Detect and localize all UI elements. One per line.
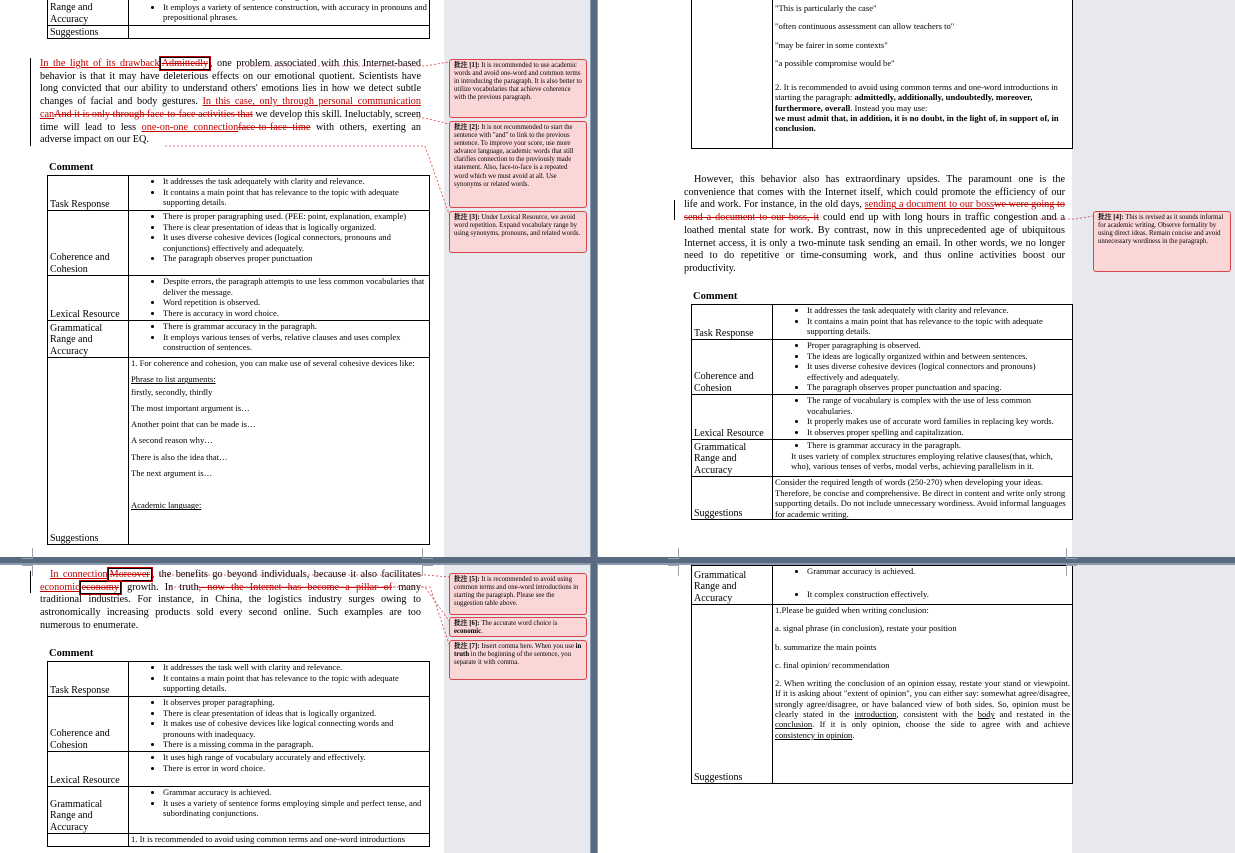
crop-mark (422, 565, 433, 576)
body-text: with others, exerting an adverse impact on our EQ. (40, 121, 421, 146)
rubric-label: Coherence and Cohesion (48, 211, 129, 276)
rubric-item: • It complex construction effectively. (807, 589, 1070, 600)
tip-bold: we must admit that, in addition, it is no doubt, in the light of, in support of, in conclusion. (775, 113, 1059, 134)
suggestion-line: b. summarize the main points (775, 641, 877, 652)
suggestion-underlined: introduction (854, 709, 897, 720)
comment-tag: 批注 [2]: (454, 124, 480, 131)
suggestion-underlined: body (977, 709, 995, 720)
deleted-text[interactable]: economy (81, 581, 119, 593)
comment-text: The accurate word choice is (481, 620, 558, 627)
rubric-label: Suggestions (692, 605, 773, 784)
suggestion-line: 1.Please be guided when writing conclusion: (775, 605, 929, 615)
rubric-item: • It uses diverse cohesive devices (logical connectors, pronouns and conjunctions) effectively and adequately. (163, 232, 427, 253)
comment-text: It is recommended to use academic words and avoid one-word and common terms in introducing the paragraph. It is also better to utilize vocabularies that achieve coherence with the previous paragraph. (454, 62, 582, 102)
comment-text: . (481, 628, 483, 636)
rubric-item: • It employs various tenses of verbs, relative clauses and uses complex construction of sentences. (163, 332, 427, 353)
rubric-label: Task Response (48, 662, 129, 697)
suggestion-line: 1. For coherence and cohesion, you can make use of several cohesive devices like: (131, 358, 415, 368)
deleted-text[interactable]: And it is only through face-to-face activities that (54, 108, 253, 120)
rubric-item: • Proper paragraphing is observed. (807, 340, 1070, 351)
comment-leader-lines (598, 0, 1235, 557)
rubric-label: Lexical Resource (48, 276, 129, 321)
deleted-text[interactable]: , now the Internet has become a pillar of (198, 581, 393, 593)
rubric-item: It uses variety of complex structures employing relative clauses(that, which, who), various tenses of verbs, modal verbs, achieving parallelism in it. (791, 450, 1053, 472)
rubric-item: • It makes use of cohesive devices like logical connecting words and pronouns with inadequacy. (163, 718, 427, 739)
body-text: growth. In truth (120, 581, 199, 593)
rubric-item: • It contains a main point that has relevance to the topic with adequate supporting details. (163, 187, 427, 208)
rubric-item: • It properly makes use of accurate word families in replacing key words. (807, 416, 1070, 427)
rubric-item: • There is grammar accuracy in the paragraph. (163, 321, 427, 332)
rubric-item: • Grammar accuracy is achieved. (163, 787, 427, 798)
rubric-label: Coherence and Cohesion (692, 340, 773, 395)
inserted-text[interactable]: In connection (50, 569, 108, 580)
rubric-item: • It observes proper paragraphing. (163, 697, 427, 708)
rubric-item: • It addresses the task well with clarity and relevance. (163, 662, 427, 673)
body-text: However, this behavior also has extraordinary upsides. The paramount one is the convenience that comes with the Internet itself, which could promote the efficiency of our life and work. For instance, in the old days, (684, 174, 1065, 211)
rubric-item: • It addresses the task adequately with clarity and relevance. (807, 305, 1070, 316)
page-1 (0, 0, 590, 557)
page-separator (0, 557, 1235, 563)
comment-text: Under Lexical Resource, we avoid word repetition. Expand vocabulary range by using synonyms, pronouns, and related words. (454, 214, 581, 238)
rubric-label: Suggestions (48, 26, 129, 39)
tip-text: 2. It is recommended to avoid using common terms and one-word introductions in starting the paragraph: (775, 82, 1058, 103)
deleted-text[interactable]: face-to-face time (238, 121, 311, 133)
suggestion-text: . (852, 729, 855, 740)
suggestion-text: . If it is only opinion, choose the side to agree with and achieve (812, 719, 1070, 730)
comment-leader-lines (0, 565, 590, 853)
rubric-item: • The ideas are logically organized within and between sentences. (807, 351, 1070, 362)
comment-tag: 批注 [7]: (454, 643, 480, 650)
tip-bold: admittedly, additionally, undoubtedly, moreover, furthermore, overall (775, 92, 1033, 113)
inserted-text[interactable]: economic (40, 581, 80, 593)
crop-mark (422, 548, 433, 559)
rubric-label: Grammatical Range and Accuracy (48, 321, 129, 358)
rubric-item: • Word repetition is observed. (163, 297, 427, 308)
rubric-item: • It contains a main point that has relevance to the topic with adequate supporting details. (807, 316, 1070, 337)
rubric-label: Grammatical Range and Accuracy (692, 440, 773, 477)
body-text: , the benefits go beyond individuals, because it also facilitates (151, 569, 421, 580)
rubric-label: Task Response (692, 305, 773, 340)
body-text: , one problem associated with this Internet-based behavior is that it may have deleterious effects on our emotional quotient. Scientists have long convicted that our ability to understand others' emotions lies in how we detect subtle changes of facial and body gestures. (40, 58, 421, 108)
suggestion-underlined: conclusion (775, 719, 813, 730)
crop-mark (22, 548, 33, 559)
comment-text: Insert comma here. When you use (481, 643, 576, 650)
page-2 (598, 0, 1235, 557)
suggestion-line: a. signal phrase (in conclusion), restate your position (775, 623, 957, 634)
suggestion-line: Phrase to list arguments: (131, 374, 216, 385)
rubric-item: • It uses a variety of sentence forms employing simple and perfect tense, and subordinating conjunctions. (163, 798, 427, 819)
inserted-text[interactable]: In this case, only through personal communication can (40, 96, 421, 120)
rubric-item: • It observes proper spelling and capitalization. (807, 427, 1070, 438)
page-separator (591, 0, 597, 853)
rubric-item: • There is a missing comma in the paragraph. (163, 739, 427, 750)
suggestion-text: and restated in the (994, 709, 1070, 720)
suggestion-text: 1. It is recommended to avoid using common terms and one-word introductions (129, 834, 430, 847)
comment-tag: 批注 [1]: (454, 62, 480, 69)
suggestion-underlined: consistency in opinion (775, 729, 853, 740)
rubric-item: • The range of vocabulary is complex with the use of less common vocabularies. (807, 395, 1070, 416)
comment-bold: in truth (454, 643, 582, 659)
suggestion-text: , consistent with the (896, 709, 978, 720)
comment-heading: Comment (49, 162, 94, 173)
body-text: could end up with long hours in traffic congestion and a loathed mental state for work. By contrast, now in this unprecedented age of ubiquitous Internet access, it is only a two-minute task sending an email. In other words, we no longer need to do repetitive or time-consuming work, and thus online activities boost our productivity. (684, 212, 1065, 274)
comment-gutter (1072, 565, 1235, 853)
rubric-item: • There is accuracy in word choice. (163, 308, 427, 319)
comment-tag: 批注 [4]: (1098, 214, 1124, 221)
rubric-item: • There is clear presentation of ideas that is logically organized. (163, 222, 427, 233)
rubric-item: • It addresses the task adequately with clarity and relevance. (163, 176, 427, 187)
rubric-label: Task Response (48, 176, 129, 211)
rubric-item: • It employs a variety of sentence construction, with accuracy in pronouns and prepositional phrases. (163, 2, 427, 23)
rubric-item: • There is error in word choice. (163, 763, 427, 774)
suggestion-line: "often continuous assessment can allow teachers to" (775, 21, 955, 32)
comment-tag: 批注 [6]: (454, 620, 480, 627)
page-4 (598, 565, 1235, 853)
crop-mark (1066, 565, 1077, 576)
suggestion-line: The next argument is… (131, 468, 213, 479)
suggestion-line: There is also the idea that… (131, 451, 228, 462)
rubric-label: Lexical Resource (692, 395, 773, 440)
rubric-item: • The paragraph observes proper punctuation and spacing. (807, 382, 1070, 393)
rubric-item: • Grammar accuracy is achieved. (807, 566, 1070, 577)
crop-mark (668, 565, 679, 576)
inserted-text[interactable]: one-on-one connection (141, 121, 239, 133)
suggestion-line: Another point that can be made is… (131, 419, 256, 430)
inserted-text[interactable]: sending a document to our boss (864, 199, 995, 211)
comment-text: This is revised as it sounds informal for academic writing. Observe formality by using direct ideas. Remain concise and avoid unnecessary wordiness in the paragraph. (1098, 214, 1224, 246)
rubric-label: Range and Accuracy (48, 0, 129, 26)
body-text: many traditional industries. For instance, in China, the logistics industry surges owing to astronomically increasing products sold every second online. Such examples are too numerous to enumerate. (40, 581, 421, 631)
suggestion-text: 2. When writing the conclusion of an opinion essay, restate your stand or viewpoint. If it is asking about "extent of opinion", you can either say: somewhat agree/disagree, strongly agree/disagree, or have balanced view of both sides. So, opinion must be clearly stated in the (775, 678, 1070, 720)
comment-text: in the beginning of the sentence, you separate it with comma. (454, 651, 572, 667)
deleted-text[interactable]: Admittedly (161, 58, 209, 69)
inserted-text[interactable]: In the light of its drawback (40, 58, 160, 69)
crop-mark (22, 565, 33, 576)
deleted-text[interactable]: we were going to send a document to our boss, it (684, 199, 1065, 224)
rubric-item: • It uses diverse cohesive devices (logical connectors and pronouns) effectively and adequately. (807, 361, 1070, 382)
comment-bold: economic (454, 628, 482, 636)
suggestion-line: "a possible compromise would be" (775, 57, 895, 68)
suggestion-line: "This is particularly the case" (775, 3, 877, 13)
suggestion-line: A second reason why… (131, 435, 213, 446)
crop-mark (1066, 548, 1077, 559)
page-3 (0, 565, 590, 853)
rubric-label: Lexical Resource (48, 752, 129, 787)
tip-text: . Instead you may use: (850, 102, 928, 113)
rubric-item: • There is proper paragraphing used. (PEE: point, explanation, example) (163, 211, 427, 222)
comment-leader-lines (0, 0, 590, 557)
comment-heading: Comment (693, 291, 738, 302)
suggestion-line (775, 678, 1070, 740)
rubric-table (691, 565, 1073, 784)
suggestion-text: Consider the required length of words (250-270) when developing your ideas. Therefore, be concise and comprehensive. Be direct in content and write only strong supporting details. Do not include unnecessary wordiness. Avoid informal languages for academic writing. (773, 477, 1073, 520)
rubric-item: • It contains a main point that has relevance to the topic with adequate supporting details. (163, 673, 427, 694)
rubric-item: • There is grammar accuracy in the paragraph. (807, 440, 1070, 451)
body-text: we develop this skill. Ineluctably, screen time will lead to less (40, 108, 422, 133)
deleted-text[interactable]: Moreover (109, 569, 150, 580)
rubric-item: • It uses high range of vocabulary accurately and effectively. (163, 752, 427, 763)
rubric-item: • There is clear presentation of ideas that is logically organized. (163, 708, 427, 719)
rubric-label: Suggestions (48, 358, 129, 545)
crop-mark (668, 548, 679, 559)
rubric-item: • Despite errors, the paragraph attempts to use less common vocabularies that deliver the message. (163, 276, 427, 297)
comment-tag: 批注 [5]: (454, 576, 480, 583)
rubric-label: Coherence and Cohesion (48, 697, 129, 752)
rubric-item: • The paragraph observes proper punctuation (163, 253, 427, 264)
suggestion-line: The most important argument is… (131, 402, 250, 413)
suggestion-line: firstly, secondly, thirdly (131, 386, 213, 397)
rubric-label: Grammatical Range and Accuracy (692, 566, 773, 605)
suggestions-cell (773, 605, 1073, 784)
comment-text: It is recommended to avoid using common terms and one-word introductions in starting the paragraph. Please see the suggestion table above. (454, 576, 579, 608)
suggestion-line: Academic language: (131, 500, 202, 511)
comment-text: It is not recommended to start the sentence with "and" to link to the previous sentence. To improve your score, use more advance language, academic words that still clarifies connection to the previously made statement. Also, face-to-face is a repeated word which we must avoid at all. Use synonyms or related words. (454, 124, 574, 188)
comment-heading: Comment (49, 648, 94, 659)
comment-tag: 批注 [3]: (454, 214, 480, 221)
suggestion-line: "may be fairer in some contexts" (775, 39, 888, 50)
rubric-label: Grammatical Range and Accuracy (48, 787, 129, 834)
rubric-label: Suggestions (692, 477, 773, 520)
suggestion-line: c. final opinion/ recommendation (775, 659, 890, 670)
